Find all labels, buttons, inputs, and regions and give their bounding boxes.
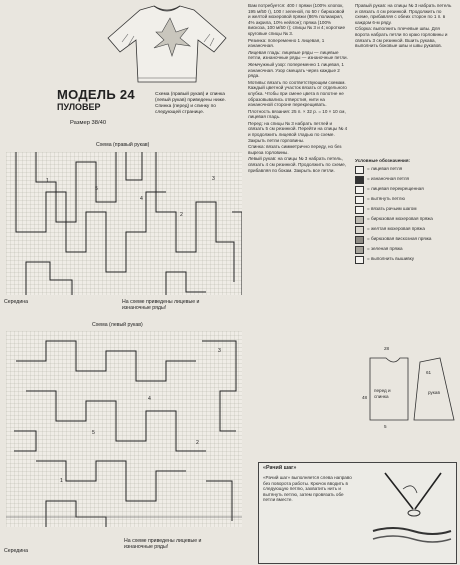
front-paragraph: Перед: на спицы № 3 набрать петлей и связать 5 см резинкой. Перейти на спицы № 4 и продолжить лицевой гладью по схеме. Закрыть петли горловины. xyxy=(248,120,348,143)
chart1-label: Схема (правый рукав) xyxy=(96,142,150,148)
knit-symbol xyxy=(355,166,364,174)
turquoise-viscose-symbol xyxy=(355,236,364,244)
legend-row: = бирюзовая мохеровая пряжа xyxy=(355,216,457,224)
chart2-num-4: 4 xyxy=(148,396,151,402)
crab-body: «Рачий шаг» выполняется слева направо без поворота работы. Крючок вводить в следующую петлю, захватить нить и вытянуть петлю, затем провязать обе петли вместе. xyxy=(263,475,352,503)
chart2-label: Схема (левый рукав) xyxy=(92,322,143,328)
chart2-note: На схеме приведены лицевые и изнаночные ряды! xyxy=(124,538,202,551)
left-sleeve-paragraph: Левый рукав: на спицы № 3 набрать петель, связать 4 см резинкой. Продолжить по схеме, прибавляя по бокам. Закрыть все петли. xyxy=(248,156,346,173)
chart2-num-2: 2 xyxy=(196,440,199,446)
embroidery-symbol xyxy=(355,256,364,264)
chart2-num-3: 3 xyxy=(218,348,221,354)
seed-paragraph: Жемчужный узор: попеременно 1 лицевая, 1 изнаночная. Узор смещать через каждые 2 ряда. xyxy=(248,61,344,79)
chart2-num-5: 5 xyxy=(92,430,95,436)
back-paragraph: Спинка: вязать симметрично переду, но без выреза горловины. xyxy=(248,144,342,155)
pattern-cm-2: 48 xyxy=(362,395,368,400)
chart1-grid xyxy=(6,152,242,295)
text-column-1 xyxy=(248,3,348,445)
motifs-paragraph: Мотивы: вязать по соответствующим схемам. Каждый цветной участок вязать от отдельного клубка. Чтобы при смене цвета в полотне не образовывались отверстия, нити на изнаночной стороне перекрещивать. xyxy=(248,79,347,108)
legend-row: = вязать рачьим шагом xyxy=(355,206,457,214)
pattern-sleeve-label: рукав xyxy=(428,390,440,395)
legend-row: = лицевая петля xyxy=(355,166,457,174)
chart1-num-3: 3 xyxy=(212,176,215,182)
model-name: ПУЛОВЕР xyxy=(57,102,101,112)
chart1-note: На схеме приведены лицевые и изнаночные ряды! xyxy=(122,299,200,312)
turquoise-mohair-symbol xyxy=(355,216,364,224)
rib-paragraph: Резинка: попеременно 1 лицевая, 1 изнаночная. xyxy=(248,37,325,49)
right-sleeve-paragraph: Правый рукав: на спицы № 3 набрать петель и связать 4 см резинкой. Продолжить по схеме, прибавляя с обеих сторон по 1 п. в каждом 6-м ряду. xyxy=(355,3,452,25)
chart2-num-1: 1 xyxy=(60,478,63,484)
assembly-paragraph: Сборка: выполнить плечевые швы. Для ворота набрать петли по краю горловины и связать 3 см резинкой. Вшить рукава, выполнить боковые швы и швы рукавов. xyxy=(355,26,448,49)
pattern-cm-1: 28 xyxy=(384,346,390,351)
chart1-num-5: 5 xyxy=(95,186,98,192)
model-size: Размер 38/40 xyxy=(70,120,107,126)
chart1-num-4: 4 xyxy=(140,196,143,202)
text-column-2 xyxy=(355,3,455,151)
crab-stitch-box xyxy=(258,462,457,564)
legend-row: = бирюзовая вискозная пряжа xyxy=(355,236,457,244)
crossed-symbol xyxy=(355,186,364,194)
legend-row: = вытянуть петлю xyxy=(355,196,457,204)
materials-paragraph: Вам потребуется: 400 г пряжи (100% хлопок, 195 м/50 г), 100 г зеленой, по 50 г бирюзовой и желтой мохеровой пряжи (86% полиакрил, 4% акрила, 10% нейлон); пряжа (100% вискоза, 100 м/50 г); спицы № 3 и 4; короткие круговые спицы № 3. xyxy=(248,3,346,36)
pull-symbol xyxy=(355,196,364,204)
chart2-grid xyxy=(6,331,242,527)
pattern-cm-3: 61 xyxy=(426,370,432,375)
crab-symbol xyxy=(355,206,364,214)
legend-title: Условные обозначения: xyxy=(355,158,411,163)
pattern-cm-4: 5 xyxy=(384,424,387,429)
chart1-num-1: 1 xyxy=(46,178,49,184)
sweater-sketch xyxy=(92,2,242,86)
legend-row: = зеленая пряжа xyxy=(355,246,457,254)
chart2-middle: Середина xyxy=(4,548,28,554)
pattern-front-label: перед и спинка xyxy=(374,388,391,399)
legend-row: = изнаночная петля xyxy=(355,176,457,184)
purl-symbol xyxy=(355,176,364,184)
crab-title: «Рачий шаг» xyxy=(263,465,297,471)
gauge-paragraph: Плотность вязания: 25 п. × 32 р. = 10 × 10 см, лицевая гладь. xyxy=(248,108,346,120)
legend-row: = лицевая перекрещенная xyxy=(355,186,457,194)
model-title: МОДЕЛЬ 24 xyxy=(57,87,135,102)
green-symbol xyxy=(355,246,364,254)
legend xyxy=(355,158,457,266)
legend-row: = выполнить вышивку xyxy=(355,256,457,264)
chart1-middle: Середина xyxy=(4,299,28,305)
model-description: Схема (правый рукав) и спинка (левый рукав) приведены ниже. Спинка (перед) и спинку по следующей странице. xyxy=(155,92,226,115)
legend-row: = желтая мохеровая пряжа xyxy=(355,226,457,234)
yellow-mohair-symbol xyxy=(355,226,364,234)
stockinette-paragraph: Лицевая гладь: лицевые ряды — лицевые петли, изнаночные ряды — изнаночные петли. xyxy=(248,49,348,61)
chart1-num-2: 2 xyxy=(180,212,183,218)
crab-illustration xyxy=(363,469,453,559)
